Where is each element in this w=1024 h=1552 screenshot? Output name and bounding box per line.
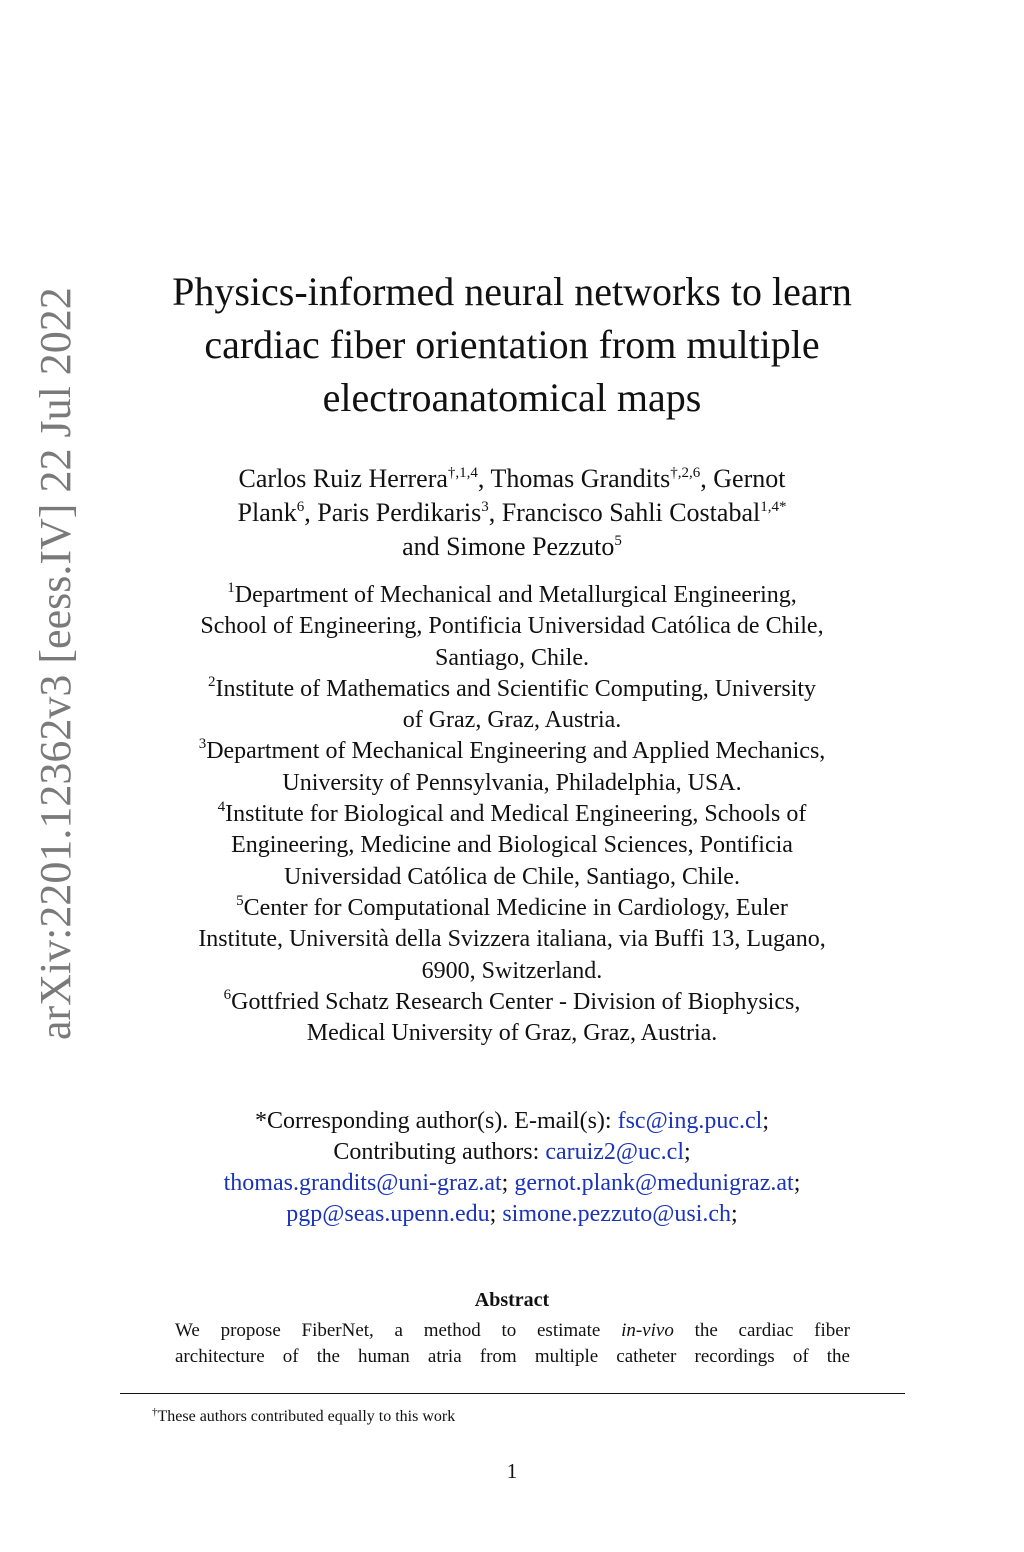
separator: ; [762, 1108, 769, 1134]
author-line-1: Carlos Ruiz Herrera$^{\dagger,1,4}$, Thomas Grandits$^{\dagger,2,6}$, Gernot [238, 464, 786, 493]
abstract-body [175, 1318, 850, 1370]
author-affiliation-marker: †,1,4 [447, 465, 478, 481]
abstract-text: the cardiac fiber [673, 1320, 850, 1341]
abstract-text: We propose FiberNet, a method to estimate [175, 1320, 622, 1341]
author-affiliation-marker: 3 [481, 499, 489, 515]
separator: ; [501, 1170, 509, 1196]
corresponding-email-link[interactable]: fsc@ing.puc.cl [617, 1108, 763, 1134]
affiliation-number: 2 [207, 673, 216, 690]
affiliation-text: Department of Mechanical Engineering and Applied Mechanics, [206, 738, 826, 765]
abstract-italic-term: in-vivo [621, 1320, 674, 1341]
email-link-grandits[interactable]: thomas.grandits@uni-graz.at [223, 1170, 502, 1196]
separator: ; [489, 1201, 497, 1227]
affiliation-text: Institute for Biological and Medical Engineering, Schools of [225, 801, 807, 828]
affiliation-6-line-1 [120, 987, 904, 1018]
affiliation-number: 4 [217, 799, 226, 816]
author-affiliation-marker: †,2,6 [670, 465, 701, 481]
contributing-authors-line [120, 1137, 904, 1168]
author-affiliation-marker: 1,4* [760, 499, 787, 515]
separator: ; [793, 1170, 801, 1196]
author-line-2: Plank$^6$, Paris Perdikaris$^3$, Francisco Sahli Costabal$^{1,4*}$ [237, 498, 787, 527]
author-affiliation-marker: 5 [614, 533, 622, 549]
email-link-plank[interactable]: gernot.plank@medunigraz.at [514, 1170, 794, 1196]
separator: ; [731, 1201, 738, 1227]
affiliation-text: Institute of Mathematics and Scientific Computing, University [215, 675, 817, 702]
affiliation-text: Center for Computational Medicine in Cardiology, Euler [243, 894, 788, 921]
affiliation-3-line-2: University of Pennsylvania, Philadelphia, USA. [282, 769, 742, 796]
abstract-heading: Abstract [474, 1289, 550, 1311]
emails-line-3 [120, 1168, 904, 1199]
affiliation-number: 6 [223, 986, 232, 1003]
separator: ; [684, 1139, 691, 1165]
paper-title [120, 265, 904, 424]
footnote-text: These authors contributed equally to this work [157, 1408, 456, 1425]
contributing-label: Contributing authors: [333, 1139, 546, 1165]
affiliation-1-line-2: School of Engineering, Pontificia Universidad Católica de Chile, [200, 613, 824, 640]
author-name: Paris Perdikaris [317, 498, 482, 527]
author-name-part: Plank [237, 498, 297, 527]
email-link-pezzuto[interactable]: simone.pezzuto@usi.ch [502, 1201, 732, 1227]
footnote-mark: † [152, 1406, 158, 1418]
author-list [120, 462, 904, 564]
author-name: Carlos Ruiz Herrera [238, 464, 448, 493]
arxiv-identifier-stamp: arXiv:2201.12362v3 [eess.IV] 22 Jul 2022 [31, 287, 80, 1040]
contact-block [120, 1106, 904, 1230]
affiliation-6-line-2: Medical University of Graz, Graz, Austria. [306, 1020, 718, 1047]
affiliation-number: 3 [198, 736, 207, 753]
author-line-3 [120, 530, 904, 564]
affiliation-2-line-2: of Graz, Graz, Austria. [402, 707, 622, 734]
author-name: Simone Pezzuto [446, 532, 615, 561]
affiliation-text: Gottfried Schatz Research Center - Division of Biophysics, [231, 988, 801, 1015]
page-number: 1 [506, 1459, 518, 1483]
affiliation-number: 1 [227, 580, 235, 596]
title-line-3: electroanatomical maps [322, 375, 702, 420]
affiliation-5-line-1 [120, 893, 904, 924]
corresponding-label: *Corresponding author(s). E-mail(s): [255, 1108, 618, 1134]
author-name-part: Gernot [713, 464, 786, 493]
emails-line-4 [120, 1199, 904, 1230]
author-name: Francisco Sahli Costabal [501, 498, 761, 527]
and-word: and [402, 532, 440, 561]
affiliation-1-line-3: Santiago, Chile. [435, 644, 589, 671]
author-name: Thomas Grandits [490, 464, 671, 493]
footnote [152, 1406, 455, 1428]
affiliation-5-line-2: Institute, Università della Svizzera italiana, via Buffi 13, Lugano, [198, 926, 826, 953]
author-affiliation-marker: 6 [296, 499, 305, 515]
affiliation-4-line-2: Engineering, Medicine and Biological Sciences, Pontificia [231, 832, 793, 859]
affiliation-text: Department of Mechanical and Metallurgical Engineering, [234, 582, 797, 608]
affiliation-4-line-1 [120, 799, 904, 830]
affiliation-2-line-1 [120, 674, 904, 705]
affiliation-number: 5 [236, 892, 244, 909]
affiliation-4-line-3: Universidad Católica de Chile, Santiago, Chile. [284, 863, 740, 890]
corresponding-author-line [120, 1106, 904, 1137]
affiliation-3-line-1 [120, 736, 904, 767]
affiliation-list [120, 580, 904, 1049]
abstract-line-2: architecture of the human atria from multiple catheter recordings of the [175, 1346, 850, 1367]
title-line-1: Physics-informed neural networks to learn [172, 269, 852, 314]
email-link-caruiz[interactable]: caruiz2@uc.cl [545, 1139, 685, 1165]
abstract-line-1 [175, 1318, 850, 1344]
footnote-divider [120, 1393, 905, 1394]
affiliation-5-line-3: 6900, Switzerland. [421, 957, 603, 984]
email-link-perdikaris[interactable]: pgp@seas.upenn.edu [286, 1201, 490, 1227]
affiliation-1-line-1 [120, 580, 904, 611]
title-line-2: cardiac fiber orientation from multiple [204, 322, 820, 367]
